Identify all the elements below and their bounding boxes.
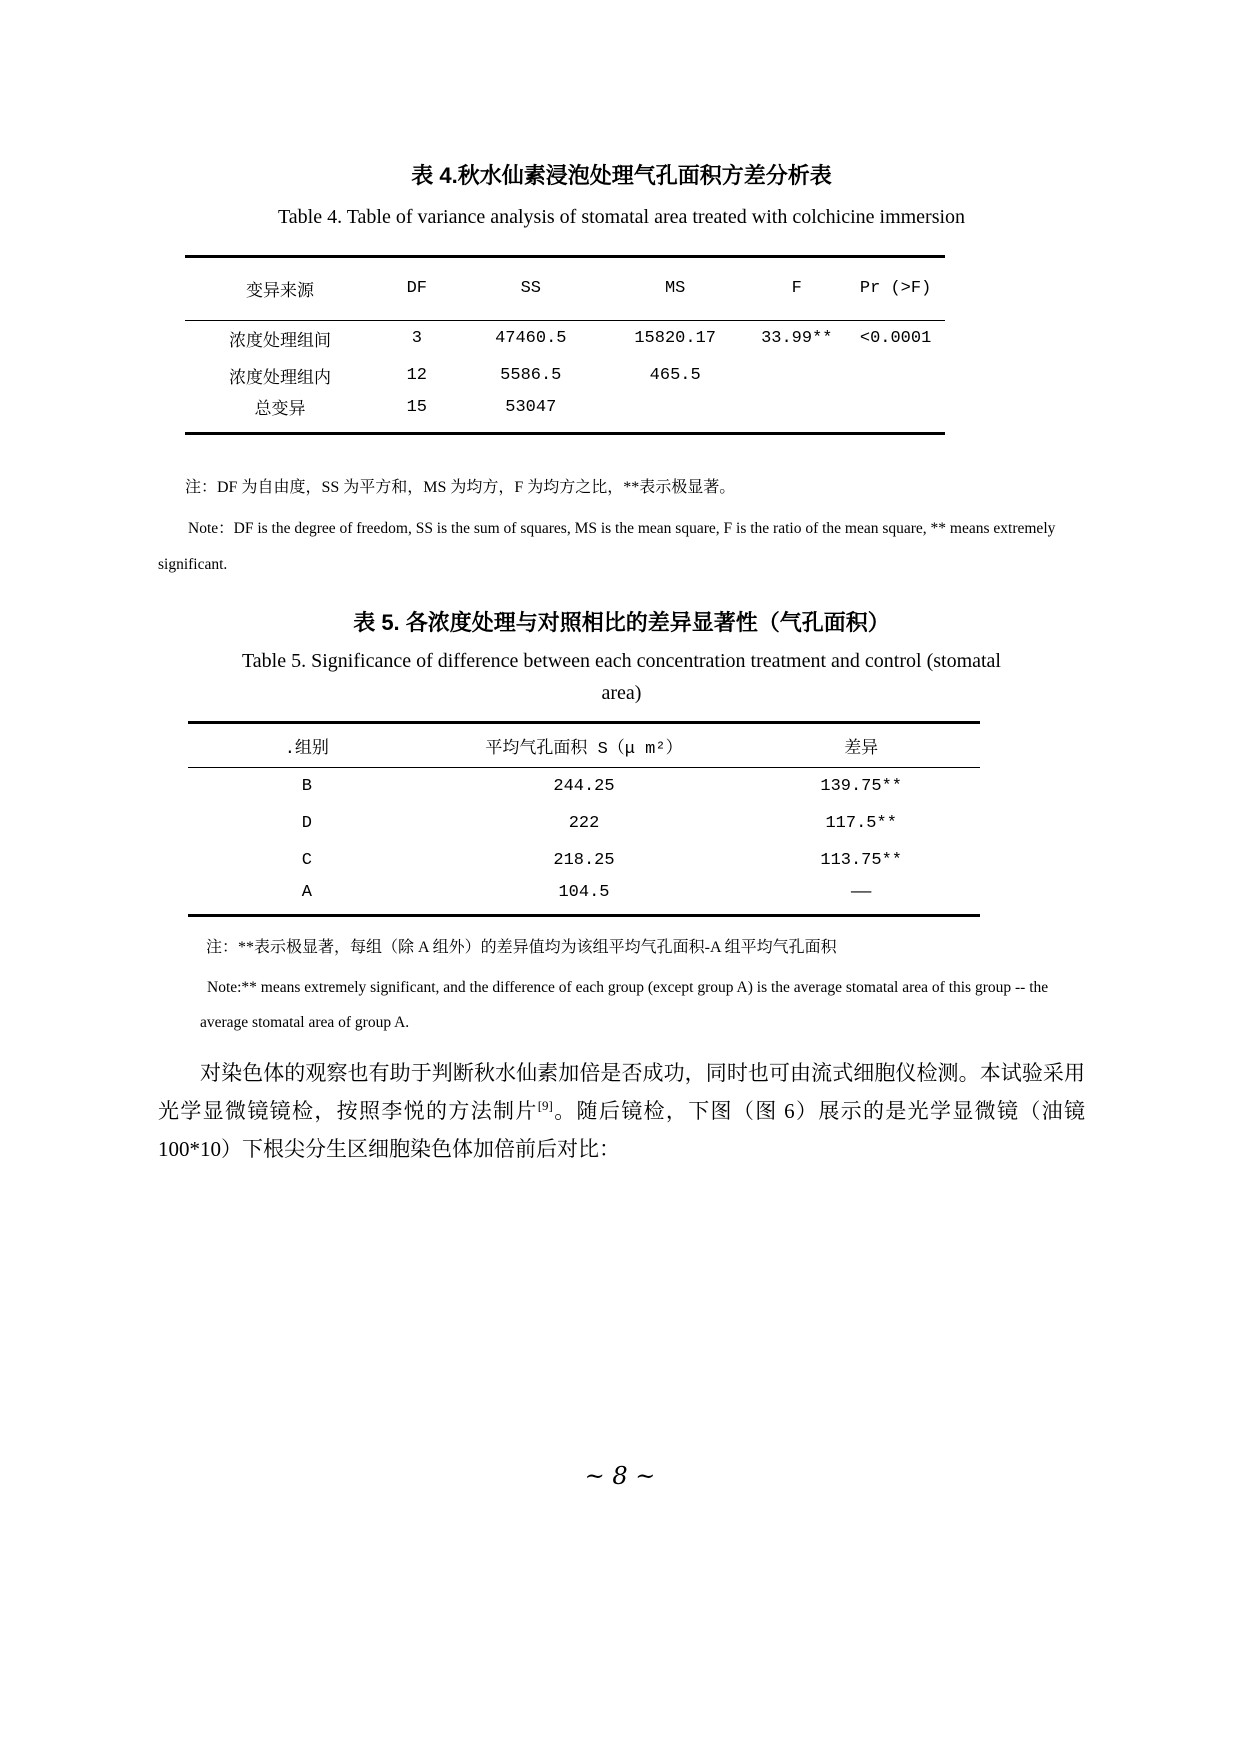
paragraph-text: 。随后镜检，下图（图 6）展示的是光学显微镜（油镜 100*10）下根尖分生区细胞染色体加倍前后对比： (158, 1098, 1086, 1161)
table4-header-cell: SS (459, 256, 603, 320)
table5-cell: 222 (568, 813, 600, 833)
table4-cell: 33.99** (761, 329, 833, 349)
page-number: ~ 8 ~ (584, 1462, 656, 1490)
table5-cell: A (301, 883, 312, 903)
table5-row (188, 805, 980, 842)
table4-cell: 浓度处理组内 (229, 369, 331, 389)
table5-header-cell: 平均气孔面积 S（μ m²） (426, 723, 743, 768)
table5-cell: 113.75** (820, 850, 902, 870)
table4 (185, 255, 945, 436)
table4-cell: 浓度处理组间 (229, 332, 331, 352)
table4-note-en: Note：DF is the degree of freedom, SS is the sum of squares, MS is the mean square, F is the ratio of the mean square, ** means extremely significant. (158, 520, 1056, 574)
table5-header-cell: 差异 (742, 723, 980, 768)
table5-cell: 117.5** (825, 813, 897, 833)
table4-cell (747, 357, 846, 394)
table4-cell: 3 (411, 329, 422, 349)
table4-row (185, 357, 945, 394)
table4-header-cell: F (747, 256, 846, 320)
table4-header-cell: MS (603, 256, 747, 320)
table5-cell: 104.5 (558, 883, 610, 903)
table4-cell: 47460.5 (495, 329, 567, 349)
table5-cell: 218.25 (553, 850, 615, 870)
table5-cell: 244.25 (553, 777, 615, 797)
table4-cell: 465.5 (649, 366, 701, 386)
table5-cell: B (301, 777, 312, 797)
table4-row (185, 320, 945, 357)
table4-cell (747, 394, 846, 434)
body-paragraph (158, 1055, 1085, 1168)
table4-cell (603, 394, 747, 434)
table4-cell: 总变异 (254, 401, 306, 421)
table5-cell: C (301, 850, 312, 870)
table5-row (188, 768, 980, 805)
table5-row (188, 879, 980, 916)
table4-note-zh: 注：DF 为自由度，SS 为平方和，MS 为均方，F 为均方之比，**表示极显著。 (185, 479, 736, 497)
table4-cell (846, 394, 945, 434)
paragraph-text: 对染色体的观察也有助于判断秋水仙素加倍是否成功，同时也可由流式细胞仪检测。本试验采用光学显微镜镜检，按照李悦的方法制片 (158, 1061, 1085, 1123)
table5-title-en: Table 5. Significance of difference between each concentration treatment and control (stomatal area) (241, 650, 1001, 705)
table4-title-zh: 表 4.秋水仙素浸泡处理气孔面积方差分析表 (411, 163, 832, 188)
table5 (188, 721, 980, 917)
table4-title-en: Table 4. Table of variance analysis of stomatal area treated with colchicine immersion (277, 205, 966, 228)
table5-note-zh: 注：**表示极显著，每组（除 A 组外）的差异值均为该组平均气孔面积-A 组平均气孔面积 (206, 939, 837, 957)
table4-cell: 53047 (505, 397, 557, 417)
table4-header-row (185, 256, 945, 320)
table4-cell: <0.0001 (859, 329, 932, 349)
table5-cell: D (301, 813, 312, 833)
table4-header-cell: DF (375, 256, 459, 320)
table5-title-zh: 表 5. 各浓度处理与对照相比的差异显著性（气孔面积） (353, 609, 890, 635)
table4-cell: 15820.17 (634, 329, 716, 349)
table4-cell: 5586.5 (500, 366, 562, 386)
table4-header-cell: Pr (>F) (846, 256, 945, 320)
table5-header-row (188, 723, 980, 768)
table4-cell: 12 (406, 366, 427, 386)
table5-note-en: Note:** means extremely significant, and the difference of each group (except group A) is the average stomatal area of this group -- the average stomatal area of group A. (200, 978, 1049, 1032)
table5-row (188, 842, 980, 879)
table4-header-cell: 变异来源 (185, 256, 375, 320)
table4-row (185, 394, 945, 434)
table5-cell: 139.75** (820, 777, 902, 797)
citation-superscript: [9] (537, 1097, 553, 1113)
table4-cell: 15 (406, 397, 427, 417)
table5-header-cell: .组别 (188, 723, 426, 768)
table5-cell: —— (850, 883, 872, 903)
table4-cell (846, 357, 945, 394)
